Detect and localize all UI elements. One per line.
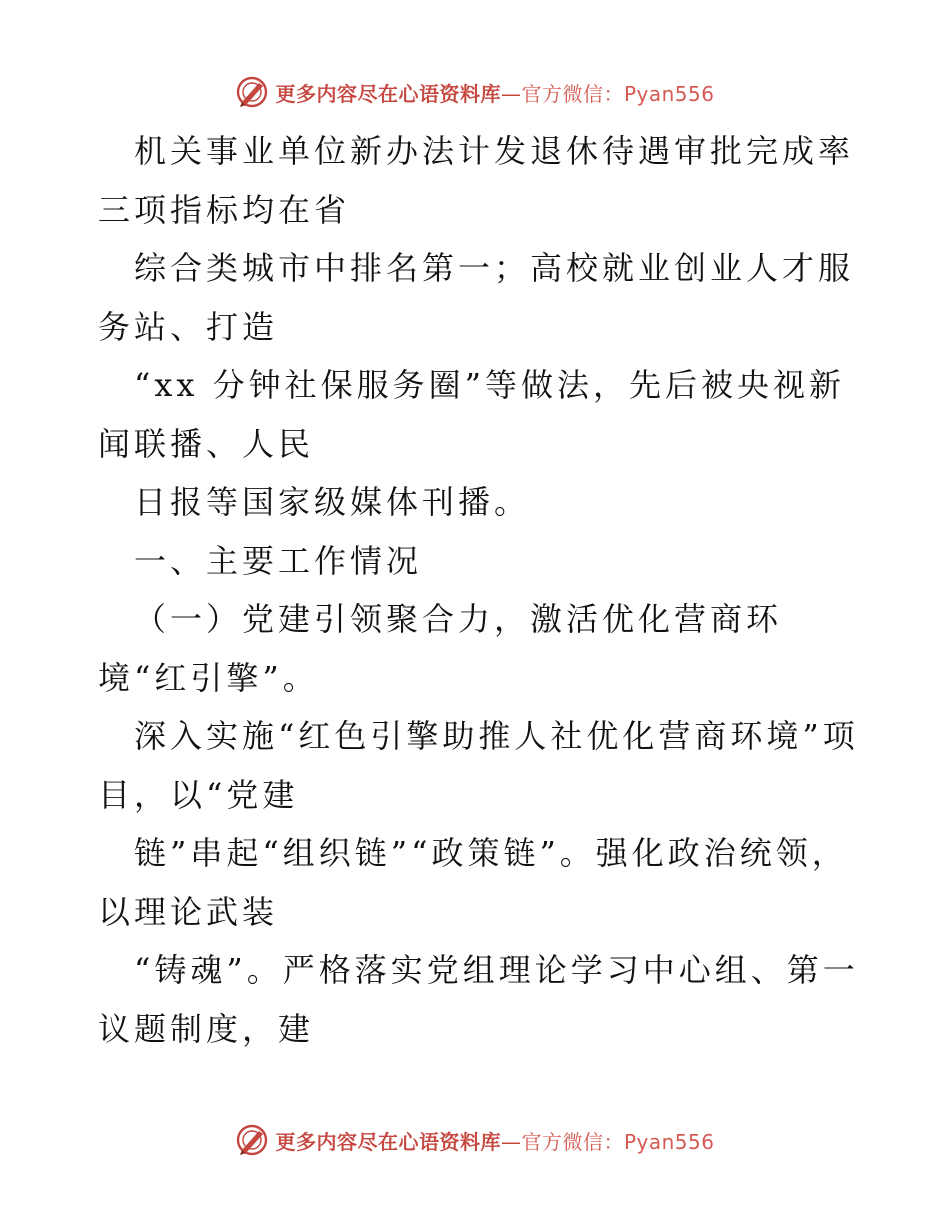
watermark-text <box>275 1126 714 1155</box>
watermark-text <box>275 78 714 107</box>
watermark-dash: — <box>500 81 522 106</box>
watermark-wechat-text: 官方微信：Pyan556 <box>521 81 715 106</box>
pen-circle-logo-icon <box>235 1123 269 1157</box>
subsection-heading: （一）党建引领聚合力，激活优化营商环境“红引擎”。 <box>98 600 783 697</box>
paragraph: “xx 分钟社保服务圈”等做法，先后被央视新闻联播、人民 <box>98 366 845 463</box>
section-heading: 一、主要工作情况 <box>134 541 423 580</box>
footer-watermark <box>0 1120 950 1160</box>
paragraph: 综合类城市中排名第一；高校就业创业人才服务站、打造 <box>98 249 855 346</box>
paragraph: 日报等国家级媒体刊播。 <box>134 483 531 521</box>
paragraph: 深入实施“红色引擎助推人社优化营商环境”项目，以“党建 <box>98 717 859 814</box>
watermark-wechat-text: 官方微信：Pyan556 <box>521 1129 715 1154</box>
watermark-main-text: 更多内容尽在心语资料库 <box>275 81 501 106</box>
document-body <box>98 122 868 1058</box>
paragraph: 机关事业单位新办法计发退休待遇审批完成率三项指标均在省 <box>98 132 855 229</box>
paragraph: 链”串起“组织链”“政策链”。强化政治统领，以理论武装 <box>98 834 848 931</box>
watermark-dash: — <box>500 1129 522 1154</box>
pen-circle-logo-icon <box>235 75 269 109</box>
watermark-main-text: 更多内容尽在心语资料库 <box>275 1129 501 1154</box>
header-watermark <box>0 72 950 112</box>
paragraph: “铸魂”。严格落实党组理论学习中心组、第一议题制度，建 <box>98 951 859 1048</box>
